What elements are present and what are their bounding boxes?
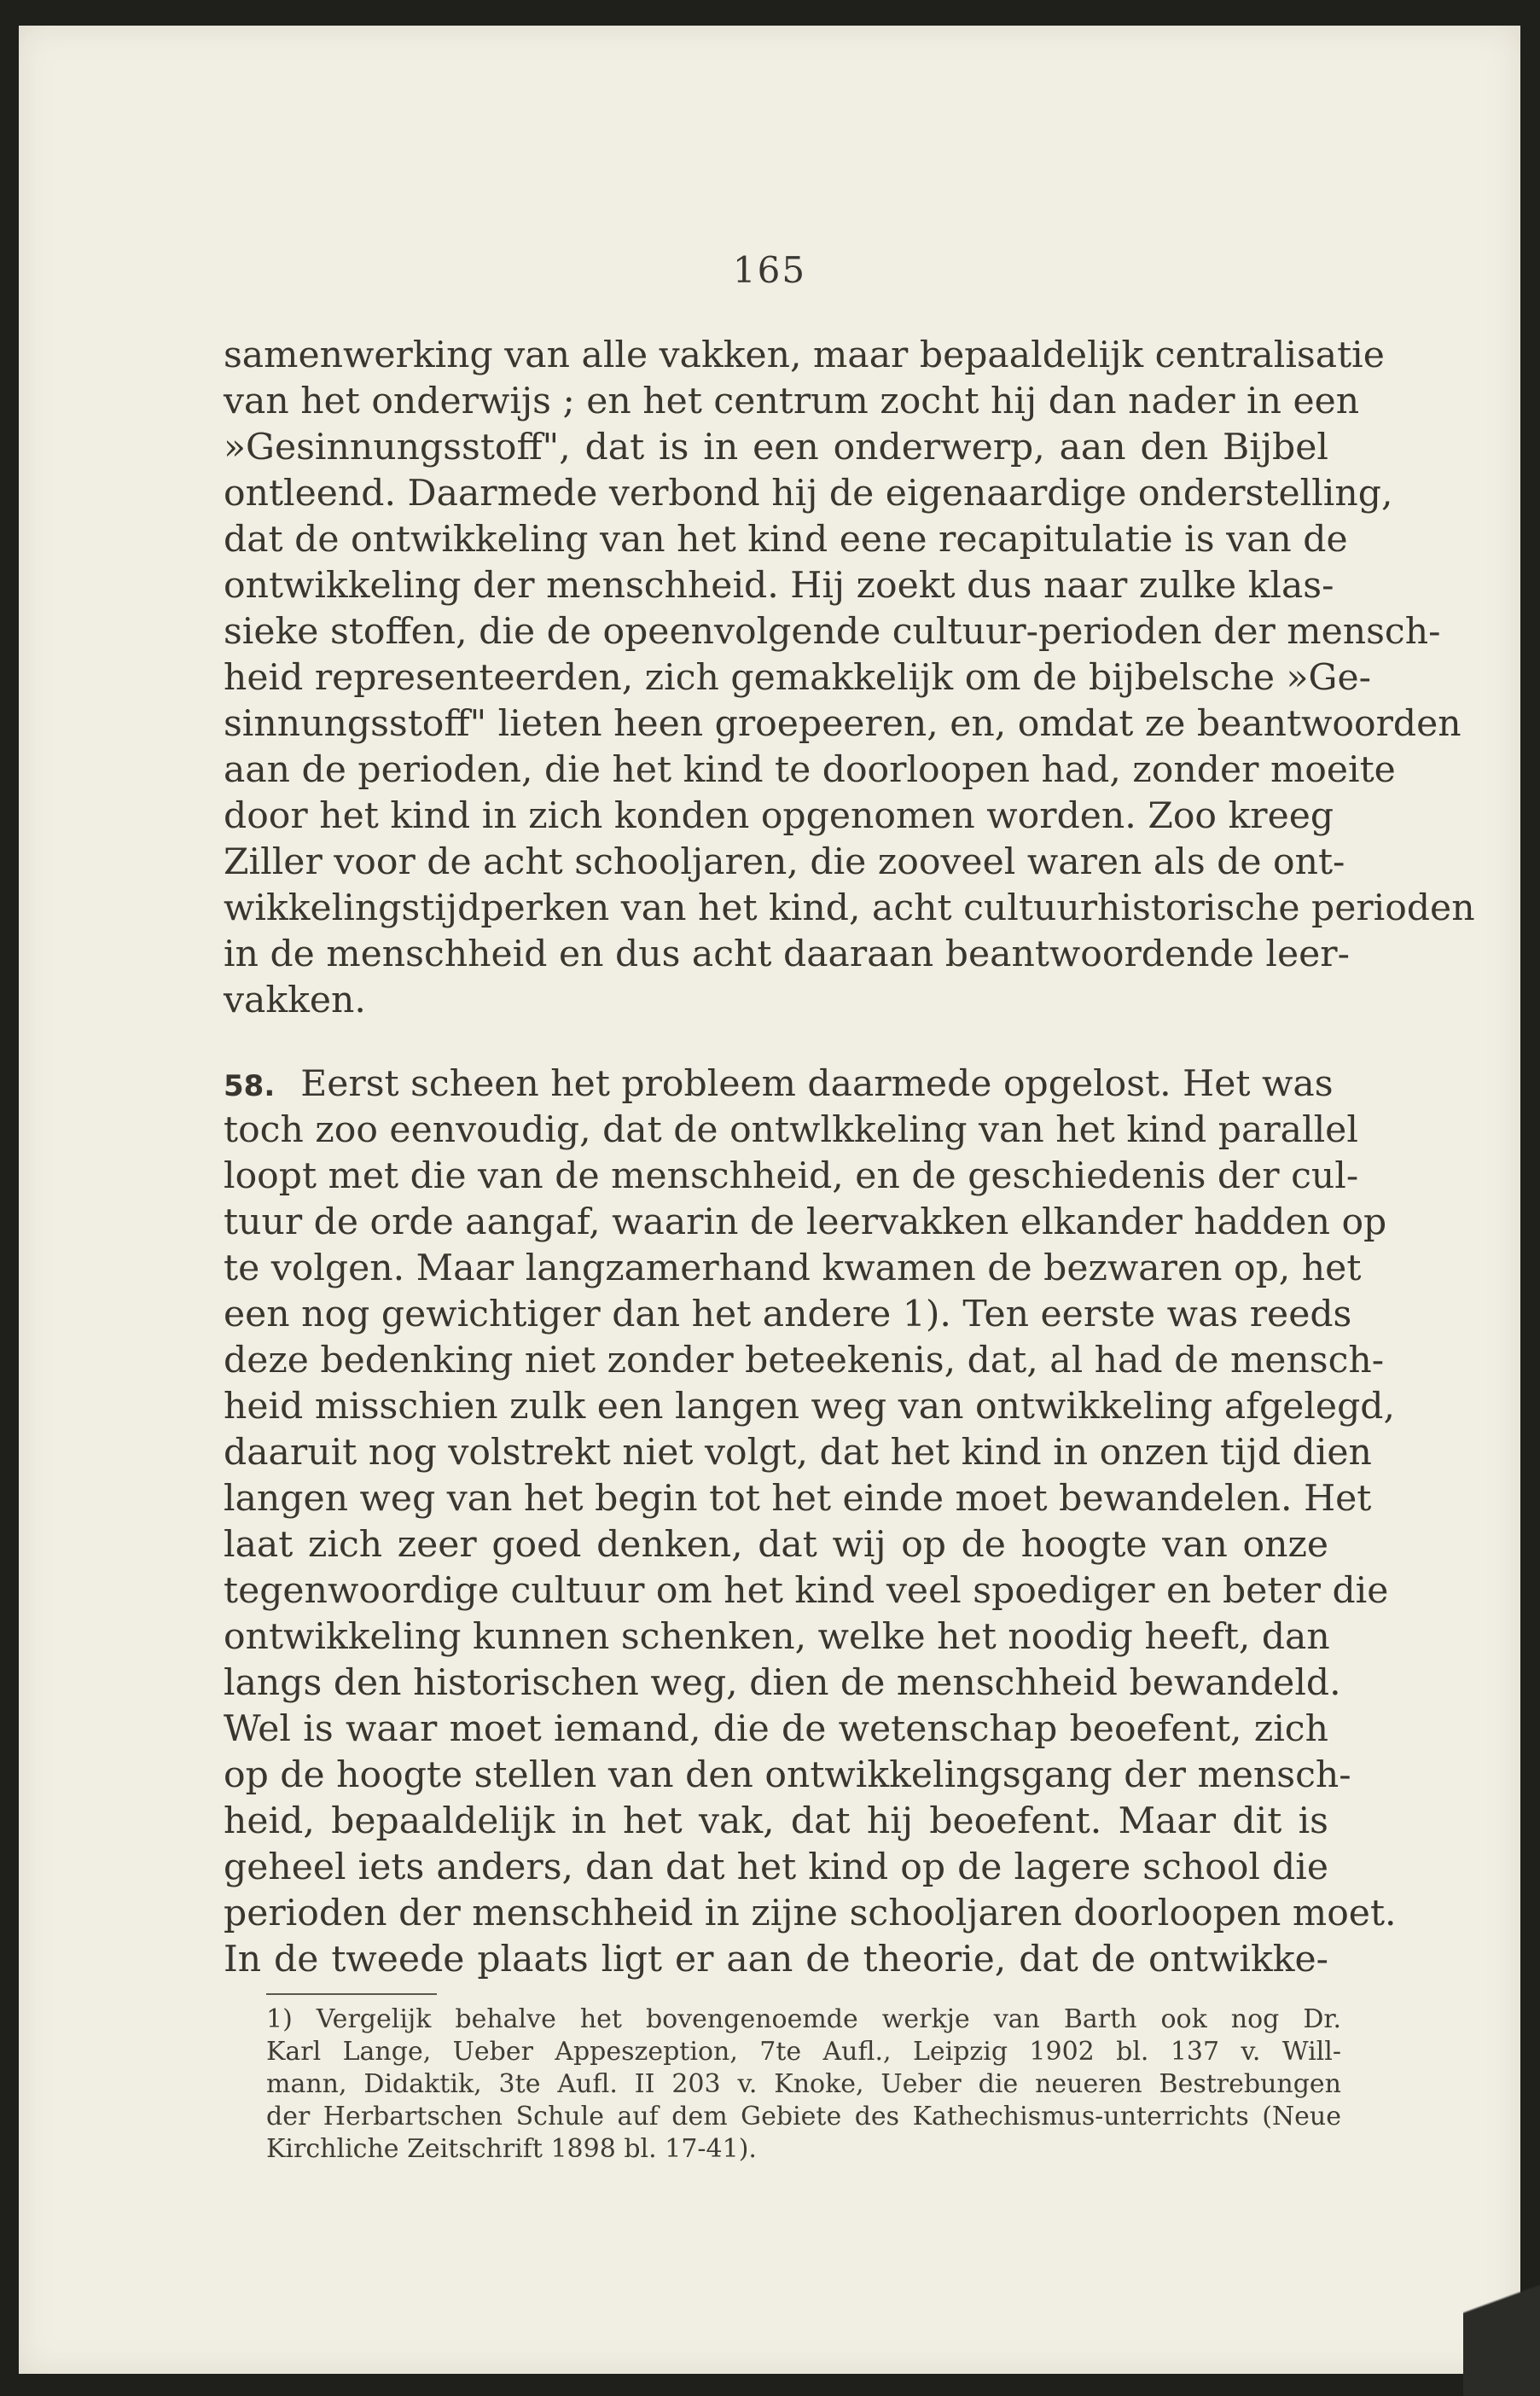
text-line: ontwikkeling kunnen schenken, welke het noodig heeft, dan — [224, 1616, 1330, 1658]
footnote-line: Karl Lange, Ueber Appeszeption, 7te Aufl., Leipzig 1902 bl. 137 v. Will- — [266, 2037, 1341, 2067]
text-line: van het onderwijs ; en het centrum zocht hij dan nader in een — [224, 381, 1360, 422]
text-line: een nog gewichtiger dan het andere 1). Ten eerste was reeds — [224, 1294, 1352, 1335]
footnote-separator — [266, 1993, 437, 1995]
text-line: Ziller voor de acht schooljaren, die zooveel waren als de ont- — [224, 841, 1345, 883]
footnote-line: mann, Didaktik, 3te Aufl. II 203 v. Knoke, Ueber die neueren Bestrebungen — [266, 2069, 1341, 2099]
text-line: »Gesinnungsstoff", dat is in een onderwerp, aan den Bijbel — [224, 427, 1328, 468]
text-line: toch zoo eenvoudig, dat de ontwlkkeling van het kind parallel — [224, 1109, 1358, 1151]
text-line: perioden der menschheid in zijne schooljaren doorloopen moet. — [224, 1893, 1397, 1934]
footnote-line: 1) Vergelijk behalve het bovengenoemde werkje van Barth ook nog Dr. — [266, 2004, 1341, 2034]
footnote-line: der Herbartschen Schule auf dem Gebiete des Kathechismus-unterrichts (Neue — [266, 2102, 1341, 2131]
page-number: 165 — [732, 249, 807, 291]
paragraph-number: 58. — [224, 1069, 276, 1103]
paragraph-gap — [224, 1024, 1328, 1061]
text-line: aan de perioden, die het kind te doorloopen had, zonder moeite — [224, 749, 1396, 791]
footnote — [266, 2003, 1341, 2166]
text-line: vakken. — [224, 980, 366, 1021]
text-line: ontwikkeling der menschheid. Hij zoekt dus naar zulke klas- — [224, 565, 1334, 607]
text-line: in de menschheid en dus acht daaraan beantwoordende leer- — [224, 933, 1350, 975]
text-line: In de tweede plaats ligt er aan de theorie, dat de ontwikke- — [224, 1939, 1328, 1980]
text-line: langs den historischen weg, dien de menschheid bewandeld. — [224, 1662, 1341, 1704]
text-line: geheel iets anders, dan dat het kind op de lagere school die — [224, 1846, 1328, 1888]
text-line: wikkelingstijdperken van het kind, acht cultuurhistorische perioden — [224, 887, 1475, 929]
text-line: dat de ontwikkeling van het kind eene recapitulatie is van de — [224, 519, 1348, 561]
text-line: loopt met die van de menschheid, en de geschiedenis der cul- — [224, 1155, 1359, 1197]
text-line: heid misschien zulk een langen weg van ontwikkeling afgelegd, — [224, 1386, 1395, 1428]
text-line: heid, bepaaldelijk in het vak, dat hij beoefent. Maar dit is — [224, 1800, 1328, 1842]
text-line: daaruit nog volstrekt niet volgt, dat het kind in onzen tijd dien — [224, 1432, 1372, 1474]
text-line: ontleend. Daarmede verbond hij de eigenaardige onderstelling, — [224, 473, 1393, 515]
paragraph-58-first-line — [224, 1061, 1334, 1108]
text-line: te volgen. Maar langzamerhand kwamen de bezwaren op, het — [224, 1247, 1362, 1289]
body-text — [224, 333, 1475, 1983]
text-line: op de hoogte stellen van den ontwikkelingsgang der mensch- — [224, 1754, 1351, 1796]
text-line: heid representeerden, zich gemakkelijk om de bijbelsche »Ge- — [224, 657, 1371, 699]
text-line: sieke stoffen, die de opeenvolgende cultuur-perioden der mensch- — [224, 611, 1441, 653]
text-line: Wel is waar moet iemand, die de wetenschap beoefent, zich — [224, 1708, 1328, 1750]
text-line: tegenwoordige cultuur om het kind veel spoediger en beter die — [224, 1570, 1389, 1612]
text-line: laat zich zeer goed denken, dat wij op de hoogte van onze — [224, 1524, 1328, 1566]
book-page — [19, 26, 1520, 2374]
text-line: sinnungsstoff" lieten heen groepeeren, en, omdat ze beantwoorden — [224, 703, 1462, 745]
footnote-line: Kirchliche Zeitschrift 1898 bl. 17-41). — [266, 2134, 757, 2164]
scan-corner-shadow — [1463, 2174, 1540, 2396]
text-line: samenwerking van alle vakken, maar bepaaldelijk centralisatie — [224, 334, 1385, 376]
text-line: door het kind in zich konden opgenomen worden. Zoo kreeg — [224, 795, 1334, 837]
text-line: deze bedenking niet zonder beteekenis, dat, al had de mensch- — [224, 1340, 1385, 1381]
text-line: Eerst scheen het probleem daarmede opgelost. Het was — [300, 1063, 1334, 1105]
text-line: langen weg van het begin tot het einde moet bewandelen. Het — [224, 1478, 1372, 1520]
text-line: tuur de orde aangaf, waarin de leervakken elkander hadden op — [224, 1201, 1387, 1243]
